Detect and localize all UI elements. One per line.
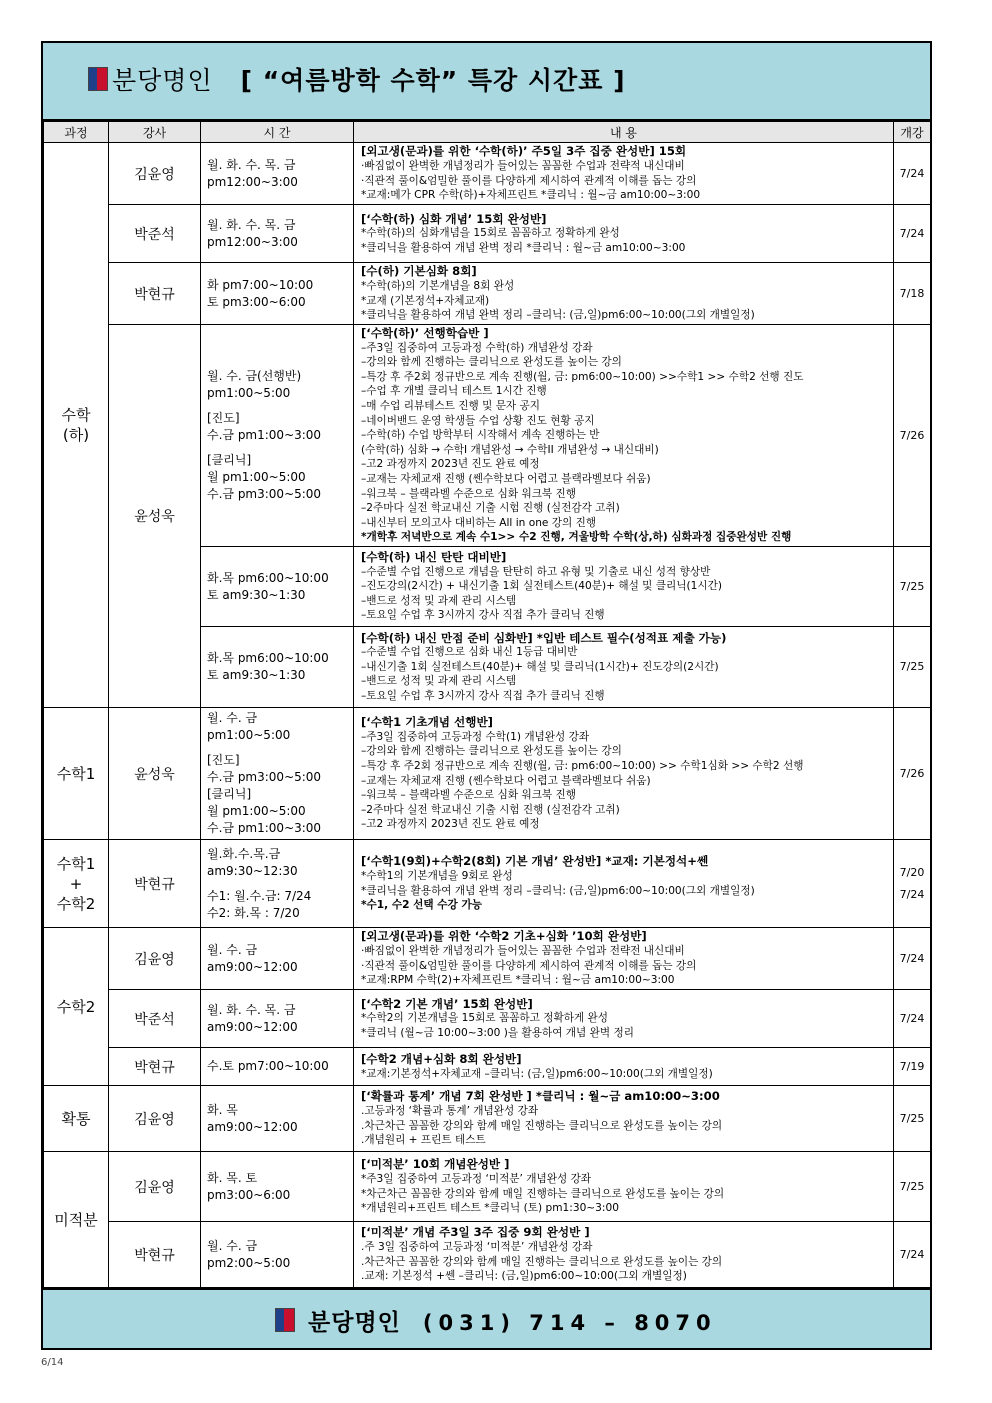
content-line: (수학(하) 심화 → 수학I 개념완성 → 수학II 개념완성 → 내신대비) bbox=[361, 443, 659, 456]
content-line: –특강 후 주2회 정규반으로 계속 진행(월, 금: pm6:00~10:00) >> 수학1심화 >> 수학2 선행 bbox=[361, 759, 804, 772]
content-line: –2주마다 실전 학교내신 기출 시험 진행 (실전감각 고취) bbox=[361, 502, 620, 515]
teacher-cell: 김윤영 bbox=[109, 1152, 201, 1222]
content-line: ·직관적 풀이&엄밀한 풀이를 다양하게 제시하여 관계적 이해를 돕는 강의 bbox=[361, 174, 697, 187]
content-line: ·빠짐없이 완벽한 개념정리가 들어있는 꼼꼼한 수업과 전략전 내신대비 bbox=[361, 944, 685, 957]
teacher-cell: 박준석 bbox=[109, 205, 201, 263]
class-title: [외고생(문과)를 위한 ‘수학(하)’ 주5일 3주 집중 완성반] 15회 bbox=[361, 144, 687, 159]
open-date: 7/26 bbox=[899, 428, 925, 442]
course-cell: 수학1 bbox=[44, 708, 109, 840]
open-date: 7/25 bbox=[899, 1179, 925, 1193]
time-line: 화. 목. 토 bbox=[207, 1170, 258, 1185]
content-line: –주3일 집중하여 고등과정 수학(하) 개념완성 강좌 bbox=[361, 341, 593, 354]
open-date: 7/25 bbox=[899, 660, 925, 673]
open-date: 7/19 bbox=[899, 1059, 925, 1073]
content-line: *교재 (기본정석+자체교재) bbox=[361, 294, 490, 307]
content-line: ·빠짐없이 완벽한 개념정리가 들어있는 꼼꼼한 수업과 전략적 내신대비 bbox=[361, 159, 685, 172]
content-line: .차근차근 꼼꼼한 강의와 함께 매일 진행하는 클리닉으로 완성도를 높이는 강의 bbox=[361, 1255, 723, 1268]
open-date: 7/24 bbox=[899, 951, 925, 965]
time-line: 토 am9:30~1:30 bbox=[207, 668, 306, 682]
time-line: [진도] bbox=[207, 411, 240, 425]
time-line: 수2: 화.목 : 7/20 bbox=[207, 905, 300, 920]
content-line: *교재:RPM 수학(2)+자체프린트 *클리닉 : 월~금 am10:00~3:00 bbox=[361, 974, 675, 987]
content-line: .개념원리 + 프린트 테스트 bbox=[361, 1134, 486, 1147]
open-date-cell bbox=[894, 325, 931, 547]
schedule-frame bbox=[41, 41, 932, 1350]
time-line: pm12:00~3:00 bbox=[207, 234, 298, 249]
content-line: *클리닉을 활용하여 개념 완벽 정리 –클리닉: (금,일)pm6:00~10:00(그외 개별일정) bbox=[361, 884, 755, 897]
content-cell bbox=[354, 928, 894, 990]
content-line: *교재:메가 CPR 수학(하)+자체프린트 *클리닉 : 월~금 am10:00~3:00 bbox=[361, 189, 701, 202]
content-cell bbox=[354, 1222, 894, 1288]
content-line: ·직관적 풀이&엄밀한 풀이를 다양하게 제시하여 관계적 이해를 돕는 강의 bbox=[361, 959, 697, 972]
footer-brand: 분당명인 bbox=[308, 1310, 401, 1336]
time-line: 화.목 pm6:00~10:00 bbox=[207, 651, 329, 665]
content-line: .교재: 기본정석 +쎈 –클리닉: (금,일)pm6:00~10:00(그외 개별일정) bbox=[361, 1270, 687, 1283]
content-cell bbox=[354, 1048, 894, 1086]
open-date: 7/24 bbox=[899, 166, 925, 180]
time-line: 월 pm1:00~5:00 bbox=[207, 804, 306, 818]
time-line: 월. 수. 금 bbox=[207, 711, 258, 725]
content-cell bbox=[354, 143, 894, 205]
class-title: [‘미적분’ 개념 주3일 3주 집중 9회 완성반 ] bbox=[361, 1225, 590, 1240]
content-line: –2주마다 실전 학교내신 기출 시험 진행 (실전감각 고취) bbox=[361, 803, 620, 816]
time-line: pm1:00~5:00 bbox=[207, 386, 291, 400]
teacher-cell: 박현규 bbox=[109, 840, 201, 928]
time-line: 월 pm1:00~5:00 bbox=[207, 470, 306, 484]
open-date: 7/18 bbox=[899, 286, 925, 300]
table-row bbox=[44, 840, 931, 928]
content-line: –수업 후 개별 클리닉 테스트 1시간 진행 bbox=[361, 385, 547, 398]
content-line: –토요일 수업 후 3시까지 강사 직접 추가 클리닉 진행 bbox=[361, 689, 605, 702]
class-title: [‘수학1(9회)+수학2(8회) 기본 개념’ 완성반] *교재: 기본정석+쎈 bbox=[361, 854, 709, 869]
open-date-cell bbox=[894, 990, 931, 1048]
time-line: [진도] bbox=[207, 753, 240, 767]
open-date-cell bbox=[894, 840, 931, 928]
time-line: am9:00~12:00 bbox=[207, 959, 298, 974]
col-course: 과정 bbox=[44, 122, 109, 143]
content-line: –워크북 – 블랙라벨 수준으로 심화 워크북 진행 bbox=[361, 789, 577, 802]
time-cell bbox=[201, 547, 354, 627]
open-date-cell bbox=[894, 263, 931, 325]
time-line: 월. 화. 수. 목. 금 bbox=[207, 217, 296, 232]
time-line: 수.금 pm3:00~5:00 bbox=[207, 770, 322, 784]
open-date-cell bbox=[894, 708, 931, 840]
time-cell bbox=[201, 325, 354, 547]
table-row bbox=[44, 325, 931, 547]
content-line: .주 3일 집중하여 고등과정 ‘미적분’ 개념완성 강좌 bbox=[361, 1240, 593, 1253]
open-date: 7/26 bbox=[899, 766, 925, 780]
teacher-cell: 박준석 bbox=[109, 990, 201, 1048]
content-line: –강의와 함께 진행하는 클리닉으로 완성도를 높이는 강의 bbox=[361, 356, 622, 369]
teacher-cell: 김윤영 bbox=[109, 143, 201, 205]
schedule-table bbox=[43, 121, 931, 1288]
time-gap bbox=[207, 444, 353, 452]
content-line: *클리닉을 활용하여 개념 완벽 정리 –클리닉: (금,일)pm6:00~10:00(그외 개별일정) bbox=[361, 309, 755, 322]
open-date-cell bbox=[894, 1222, 931, 1288]
open-date-cell bbox=[894, 547, 931, 627]
time-line: 토 am9:30~1:30 bbox=[207, 587, 306, 602]
time-line: am9:00~12:00 bbox=[207, 1119, 298, 1134]
open-date: 7/24 bbox=[899, 1011, 925, 1025]
content-line: –토요일 수업 후 3시까지 강사 직접 추가 클리닉 진행 bbox=[361, 609, 605, 622]
content-line: –주3일 집중하여 고등과정 수학(1) 개념완성 강좌 bbox=[361, 730, 590, 743]
time-cell bbox=[201, 990, 354, 1048]
time-line: [클리닉] bbox=[207, 453, 252, 467]
content-line: *수학1의 기본개념을 9회로 완성 bbox=[361, 869, 513, 882]
content-line: –내신기출 1회 실전테스트(40분)+ 해설 및 클리닉(1시간)+ 진도강의(2시간) bbox=[361, 660, 719, 673]
time-line: 토 pm3:00~6:00 bbox=[207, 294, 306, 309]
course-cell: 확통 bbox=[44, 1086, 109, 1152]
content-line: –교재는 자체교재 진행 (쎈수학보다 어렵고 블랙라벨보다 쉬움) bbox=[361, 774, 651, 787]
time-cell bbox=[201, 143, 354, 205]
open-date: 7/24 bbox=[899, 226, 925, 240]
content-cell bbox=[354, 708, 894, 840]
class-title: [‘수학2 기본 개념’ 15회 완성반] bbox=[361, 996, 533, 1011]
content-line: –매 수업 리뷰테스트 진행 및 문자 공지 bbox=[361, 400, 541, 413]
time-gap bbox=[207, 744, 353, 752]
time-cell bbox=[201, 1152, 354, 1222]
content-line: –수준별 수업 진행으로 개념을 탄탄히 하고 유형 및 기출로 내신 성적 향상반 bbox=[361, 565, 711, 578]
time-line: pm12:00~3:00 bbox=[207, 174, 298, 189]
class-title: [‘수학(하) 심화 개념’ 15회 완성반] bbox=[361, 211, 547, 226]
open-date: 7/24 bbox=[899, 887, 925, 901]
content-cell bbox=[354, 990, 894, 1048]
col-content: 내 용 bbox=[354, 122, 894, 143]
time-line: 월. 수. 금(선행반) bbox=[207, 369, 302, 383]
teacher-cell: 김윤영 bbox=[109, 928, 201, 990]
time-line: [클리닉] bbox=[207, 787, 252, 801]
content-line: –워크북 – 블랙라벨 수준으로 심화 워크북 진행 bbox=[361, 487, 577, 500]
time-cell bbox=[201, 1048, 354, 1086]
course-cell: 수학1 + 수학2 bbox=[44, 840, 109, 928]
teacher-cell: 박현규 bbox=[109, 1222, 201, 1288]
open-date-cell bbox=[894, 1086, 931, 1152]
time-cell bbox=[201, 708, 354, 840]
table-row bbox=[44, 1152, 931, 1222]
content-cell bbox=[354, 325, 894, 547]
content-line: –수준별 수업 진행으로 심화 내신 1등급 대비반 bbox=[361, 646, 578, 659]
content-cell bbox=[354, 547, 894, 627]
open-date-cell bbox=[894, 205, 931, 263]
content-line: –진도강의(2시간) + 내신기출 1회 실전테스트(40분)+ 해설 및 클리닉(1시간) bbox=[361, 580, 722, 593]
table-row bbox=[44, 205, 931, 263]
table-row bbox=[44, 1086, 931, 1152]
page-number: 6/14 bbox=[41, 1357, 64, 1368]
brand-name: 분당명인 bbox=[112, 66, 213, 95]
open-date-cell bbox=[894, 1048, 931, 1086]
course-cell: 수학2 bbox=[44, 928, 109, 1086]
table-row bbox=[44, 990, 931, 1048]
time-cell bbox=[201, 1086, 354, 1152]
time-gap bbox=[207, 402, 353, 410]
class-title: [‘수학1 기초개념 선행반] bbox=[361, 715, 493, 730]
class-title: [‘미적분’ 10회 개념완성반 ] bbox=[361, 1157, 510, 1172]
time-cell bbox=[201, 263, 354, 325]
content-line: –고2 과정까지 2023년 진도 완료 예정 bbox=[361, 818, 540, 831]
time-line: pm3:00~6:00 bbox=[207, 1187, 291, 1202]
class-title: [‘수학(하)’ 선행학습반 ] bbox=[361, 326, 489, 341]
content-line: –밴드로 성적 및 과제 관리 시스템 bbox=[361, 675, 517, 688]
content-cell bbox=[354, 205, 894, 263]
content-line: *클리닉을 활용하여 개념 완벽 정리 *클리닉 : 월~금 am10:00~3:00 bbox=[361, 241, 686, 254]
time-line: 월. 수. 금 bbox=[207, 942, 258, 957]
header-band bbox=[43, 43, 930, 121]
footer-phone: (031) 714 – 8070 bbox=[422, 1311, 717, 1335]
time-line: 수1: 월.수.금: 7/24 bbox=[207, 888, 312, 903]
content-line: *수학2의 기본개념을 15회로 꼼꼼하고 정확하게 완성 bbox=[361, 1012, 609, 1025]
time-line: 수.토 pm7:00~10:00 bbox=[207, 1059, 329, 1073]
open-date-cell bbox=[894, 627, 931, 708]
content-line: *교재:기본정석+자체교재 –클리닉: (금,일)pm6:00~10:00(그외 개별일정) bbox=[361, 1067, 713, 1080]
content-line: .차근차근 꼼꼼한 강의와 함께 매일 진행하는 클리닉으로 완성도를 높이는 강의 bbox=[361, 1119, 723, 1132]
col-open: 개강 bbox=[894, 122, 931, 143]
open-date: 7/24 bbox=[899, 1247, 925, 1261]
logo-icon bbox=[275, 1308, 295, 1332]
open-date-cell bbox=[894, 928, 931, 990]
teacher-cell: 김윤영 bbox=[109, 1086, 201, 1152]
table-row bbox=[44, 1048, 931, 1086]
teacher-cell: 윤성욱 bbox=[109, 325, 201, 708]
content-line: *수학(하)의 기본개념을 8회 완성 bbox=[361, 279, 515, 292]
content-line: –강의와 함께 진행하는 클리닉으로 완성도를 높이는 강의 bbox=[361, 745, 622, 758]
content-line: *수학(하)의 심화개념을 15회로 꼼꼼하고 정확하게 완성 bbox=[361, 227, 620, 240]
time-line: 월. 화. 수. 목. 금 bbox=[207, 157, 296, 172]
content-line: –특강 후 주2회 정규반으로 계속 진행(월, 금: pm6:00~10:00) >>수학1 >> 수학2 선행 진도 bbox=[361, 370, 804, 383]
page-title bbox=[88, 61, 626, 97]
table-row bbox=[44, 708, 931, 840]
content-line: *개학후 저녁반으로 계속 수1>> 수2 진행, 겨울방학 수학(상,하) 심화과정 집중완성반 진행 bbox=[361, 531, 792, 544]
content-cell bbox=[354, 627, 894, 708]
col-teacher: 강사 bbox=[109, 122, 201, 143]
content-line: –교재는 자체교재 진행 (쎈수학보다 어렵고 블랙라벨보다 쉬움) bbox=[361, 472, 651, 485]
course-cell: 수학 (하) bbox=[44, 143, 109, 708]
time-line: 월.화.수.목.금 bbox=[207, 846, 281, 861]
time-line: 수.금 pm1:00~3:00 bbox=[207, 428, 322, 442]
open-date-cell bbox=[894, 1152, 931, 1222]
open-date: 7/25 bbox=[899, 1111, 925, 1125]
time-line: 월. 화. 수. 목. 금 bbox=[207, 1002, 296, 1017]
content-line: *주3일 집중하여 고등과정 ‘미적분’ 개념완성 강좌 bbox=[361, 1172, 592, 1185]
class-title: [‘확률과 통계’ 개념 7회 완성반 ] *클리닉 : 월~금 am10:00~3:00 bbox=[361, 1089, 720, 1104]
table-row bbox=[44, 143, 931, 205]
open-date: 7/25 bbox=[899, 579, 925, 593]
time-line: pm1:00~5:00 bbox=[207, 728, 291, 742]
time-cell bbox=[201, 840, 354, 928]
class-title: [수학2 개념+심화 8회 완성반] bbox=[361, 1051, 522, 1066]
time-cell bbox=[201, 627, 354, 708]
time-line: 화. 목 bbox=[207, 1102, 238, 1117]
col-time: 시 간 bbox=[201, 122, 354, 143]
content-cell bbox=[354, 1086, 894, 1152]
teacher-cell: 박현규 bbox=[109, 1048, 201, 1086]
class-title: [수학(하) 내신 탄탄 대비반] bbox=[361, 550, 507, 565]
content-line: –내신부터 모의고사 대비하는 All in one 강의 진행 bbox=[361, 516, 597, 529]
content-line: –수학(하) 수업 방학부터 시작해서 계속 진행하는 반 bbox=[361, 429, 600, 442]
open-date: 7/20 bbox=[899, 865, 925, 879]
table-row bbox=[44, 928, 931, 990]
content-line: *차근차근 꼼꼼한 강의와 함께 매일 진행하는 클리닉으로 완성도를 높이는 강의 bbox=[361, 1187, 725, 1200]
time-line: 월. 수. 금 bbox=[207, 1238, 258, 1253]
course-cell: 미적분 bbox=[44, 1152, 109, 1288]
content-line: *클리닉 (월~금 10:00~3:00 )을 활용하여 개념 완벽 정리 bbox=[361, 1026, 634, 1039]
content-line: –밴드로 성적 및 과제 관리 시스템 bbox=[361, 594, 517, 607]
time-cell bbox=[201, 205, 354, 263]
time-line: am9:30~12:30 bbox=[207, 863, 298, 878]
table-row bbox=[44, 263, 931, 325]
content-cell bbox=[354, 840, 894, 928]
content-line: –네이버밴드 운영 학생들 수업 상황 진도 현황 공지 bbox=[361, 414, 595, 427]
time-cell bbox=[201, 928, 354, 990]
time-line: 화 pm7:00~10:00 bbox=[207, 277, 314, 292]
content-line: *개념원리+프린트 테스트 *클리닉 (토) pm1:30~3:00 bbox=[361, 1202, 619, 1215]
content-cell bbox=[354, 263, 894, 325]
footer-band bbox=[43, 1288, 930, 1348]
content-line: *수1, 수2 선택 수강 가능 bbox=[361, 899, 482, 912]
teacher-cell: 윤성욱 bbox=[109, 708, 201, 840]
content-line: .고등과정 ‘확률과 통계’ 개념완성 강좌 bbox=[361, 1104, 539, 1117]
time-line: am9:00~12:00 bbox=[207, 1019, 298, 1034]
content-cell bbox=[354, 1152, 894, 1222]
time-line: 화.목 pm6:00~10:00 bbox=[207, 570, 329, 585]
footer-contact bbox=[275, 1304, 717, 1337]
class-title: [수학(하) 내신 만점 준비 심화반] *입반 테스트 필수(성적표 제출 가능) bbox=[361, 630, 727, 645]
content-line: –고2 과정까지 2023년 진도 완료 예정 bbox=[361, 458, 540, 471]
class-title: [수(하) 기본심화 8회] bbox=[361, 264, 477, 279]
time-line: 수.금 pm1:00~3:00 bbox=[207, 821, 322, 835]
header-row bbox=[44, 122, 931, 143]
teacher-cell: 박현규 bbox=[109, 263, 201, 325]
table-row bbox=[44, 1222, 931, 1288]
time-line: pm2:00~5:00 bbox=[207, 1255, 291, 1270]
logo-icon bbox=[88, 67, 108, 91]
time-line: 수.금 pm3:00~5:00 bbox=[207, 487, 322, 501]
time-gap bbox=[207, 880, 353, 888]
class-title: [외고생(문과)를 위한 ‘수학2 기초+심화 ’10회 완성반] bbox=[361, 929, 647, 944]
time-cell bbox=[201, 1222, 354, 1288]
title-text: [ “여름방학 수학” 특강 시간표 ] bbox=[240, 66, 626, 95]
open-date-cell bbox=[894, 143, 931, 205]
